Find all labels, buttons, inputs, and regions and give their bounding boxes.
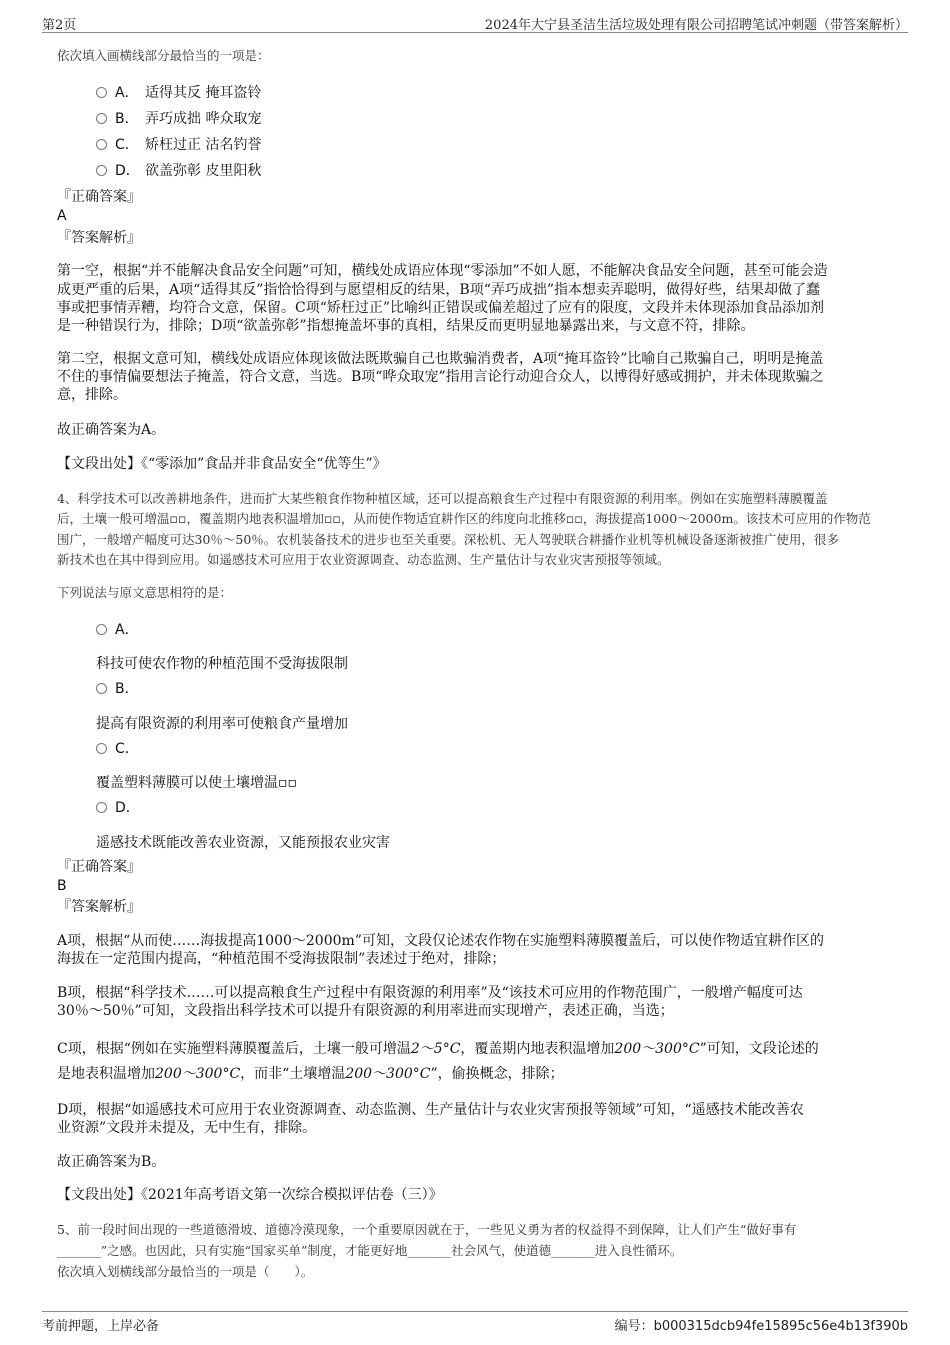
q3-answer-label: 『正确答案』 — [57, 189, 141, 205]
q3-analysis-line: 事或把事情弄糟，均符合文意，保留。C项“矫枉过正”比喻纠正错误或偏差超过了应有的限度，文段并未体现添加食品添加剂 — [57, 300, 825, 316]
radio-icon[interactable] — [96, 802, 107, 813]
q4-analysis-b: B项，根据“科学技术……可以提高粮食生产过程中有限资源的利用率”及“该技术可应用的作物范围广，一般增产幅度可达 — [57, 985, 803, 1001]
q4-conclusion: 故正确答案为B。 — [57, 1154, 166, 1170]
radio-icon[interactable] — [96, 683, 107, 694]
q3-option-b[interactable]: B． 弄巧成拙 哗众取宠 — [96, 108, 261, 128]
q4-passage-line: 后，土壤一般可增温▫▫，覆盖期内地表积温增加▫▫，从而使作物适宜耕作区的纬度向北推移▫▫，海拔提高1000～2000m。该技术可应用的作物范 — [57, 511, 871, 526]
q3-analysis-line: 是一种错误行为，排除；D项“欲盖弥彰”指想掩盖坏事的真相，结果反而更明显地暴露出来，与文意不符，排除。 — [57, 318, 755, 334]
q3-conclusion: 故正确答案为A。 — [57, 422, 166, 438]
q5-line: _______”之感。也因此，只有实施“国家买单”制度，才能更好地_______社会风气，使道德_______进入良性循环。 — [57, 1243, 683, 1258]
radio-icon[interactable] — [96, 113, 107, 124]
footer-slogan: 考前押题，上岸必备 — [42, 1319, 160, 1334]
q3-analysis-line: 不住的事情偏要想法子掩盖，符合文意，当选。B项“哗众取宠”指用言论行动迎合众人，以博得好感或拥护，并未体现欺骗之 — [57, 369, 824, 385]
q4-analysis-c: C项，根据“例如在实施塑料薄膜覆盖后，土壤一般可增温2～5°C，覆盖期内地表积温增加200～300°C”可知，文段论述的 — [57, 1041, 819, 1057]
q3-answer: A — [57, 208, 67, 224]
radio-icon[interactable] — [96, 165, 107, 176]
q4-option-a[interactable]: A． — [96, 619, 145, 639]
q3-analysis-line: 成更严重的后果，A项“适得其反”指恰恰得到与愿望相反的结果，B项“弄巧成拙”指本想卖弄聪明，做得好些，结果却做了蠢 — [57, 282, 821, 298]
q4-option-c-text: 覆盖塑料薄膜可以使土壤增温▫▫ — [96, 775, 297, 791]
q4-analysis-a: A项，根据“从而使……海拔提高1000～2000m”可知，文段仅论述农作物在实施塑料薄膜覆盖后，可以使作物适宜耕作区的 — [57, 933, 824, 949]
q4-analysis-d: D项，根据“如遥感技术可应用于农业资源调查、动态监测、生产量估计与农业灾害预报等领域”可知，“遥感技术能改善农 — [57, 1102, 804, 1118]
q4-option-c[interactable]: C． — [96, 738, 145, 758]
formula: 2～5°C — [410, 1041, 461, 1057]
q4-option-b-text: 提高有限资源的利用率可使粮食产量增加 — [96, 716, 348, 732]
page-number: 第2页 — [42, 18, 77, 33]
radio-icon[interactable] — [96, 743, 107, 754]
q3-option-c[interactable]: C． 矫枉过正 沽名钓誉 — [96, 134, 261, 154]
q4-answer: B — [57, 878, 67, 894]
q4-prompt: 下列说法与原文意思相符的是： — [57, 585, 233, 600]
radio-icon[interactable] — [96, 624, 107, 635]
q3-source: 【文段出处】《“零添加”食品并非食品安全“优等生”》 — [57, 456, 387, 472]
formula: 200～300°C — [155, 1066, 241, 1082]
q4-option-d-text: 遥感技术既能改善农业资源，又能预报农业灾害 — [96, 835, 390, 851]
q4-analysis-d: 业资源”文段并未提及，无中生有，排除。 — [57, 1120, 317, 1136]
formula: 200～300°C — [614, 1041, 700, 1057]
page-footer — [42, 1311, 908, 1336]
q5-prompt: 依次填入划横线部分最恰当的一项是（ ）。 — [57, 1264, 314, 1279]
formula: 200～300°C — [345, 1066, 431, 1082]
q3-option-a[interactable]: A． 适得其反 掩耳盗铃 — [96, 82, 261, 102]
q5-line: 5、前一段时间出现的一些道德滑坡、道德冷漠现象，一个重要原因就在于，一些见义勇为者的权益得不到保障，让人们产生“做好事有 — [57, 1222, 797, 1237]
q3-analysis-line: 第二空，根据文意可知，横线处成语应体现该做法既欺骗自己也欺骗消费者，A项“掩耳盗铃”比喻自己欺骗自己，明明是掩盖 — [57, 351, 824, 367]
radio-icon[interactable] — [96, 139, 107, 150]
q4-option-a-text: 科技可使农作物的种植范围不受海拔限制 — [96, 656, 348, 672]
q4-passage-line: 围广，一般增产幅度可达30％～50％。农机装备技术的进步也至关重要。深松机、无人驾驶联合耕播作业机等机械设备逐渐被推广使用，很多 — [57, 532, 839, 547]
q4-option-d[interactable]: D． — [96, 797, 145, 817]
q3-option-d[interactable]: D． 欲盖弥彰 皮里阳秋 — [96, 160, 261, 180]
q4-analysis-c: 是地表积温增加200～300°C，而非“土壤增温200～300°C”，偷换概念，排除； — [57, 1066, 564, 1082]
q3-analysis-line: 第一空，根据“并不能解决食品安全问题”可知，横线处成语应体现“零添加”不如人愿，不能解决食品安全问题，甚至可能会造 — [57, 263, 828, 279]
q4-analysis-label: 『答案解析』 — [57, 899, 141, 915]
q4-passage-line: 新技术也在其中得到应用。如遥感技术可应用于农业资源调查、动态监测、生产量估计与农业灾害预报等领域。 — [57, 552, 670, 567]
q4-option-b[interactable]: B． — [96, 678, 145, 698]
q4-analysis-a: 海拔在一定范围内提高，“种植范围不受海拔限制”表述过于绝对，排除； — [57, 951, 506, 967]
q4-answer-label: 『正确答案』 — [57, 859, 141, 875]
q3-analysis-line: 意，排除。 — [57, 387, 127, 403]
radio-icon[interactable] — [96, 87, 107, 98]
document-title: 2024年大宁县圣洁生活垃圾处理有限公司招聘笔试冲刺题（带答案解析） — [484, 18, 908, 33]
document-code: 编号：b000315dcb94fe15895c56e4b13f390b — [614, 1319, 908, 1334]
q3-analysis-label: 『答案解析』 — [57, 230, 141, 246]
q4-passage-line: 4、科学技术可以改善耕地条件，进而扩大某些粮食作物种植区域，还可以提高粮食生产过程中有限资源的利用率。例如在实施塑料薄膜覆盖 — [57, 491, 828, 506]
q4-analysis-b: 30％～50％”可知，文段指出科学技术可以提升有限资源的利用率进而实现增产，表述正确，当选； — [57, 1003, 674, 1019]
page-header — [42, 12, 908, 33]
q4-source: 【文段出处】《2021年高考语文第一次综合模拟评估卷（三）》 — [57, 1187, 443, 1203]
q3-prompt: 依次填入画横线部分最恰当的一项是： — [57, 48, 270, 63]
